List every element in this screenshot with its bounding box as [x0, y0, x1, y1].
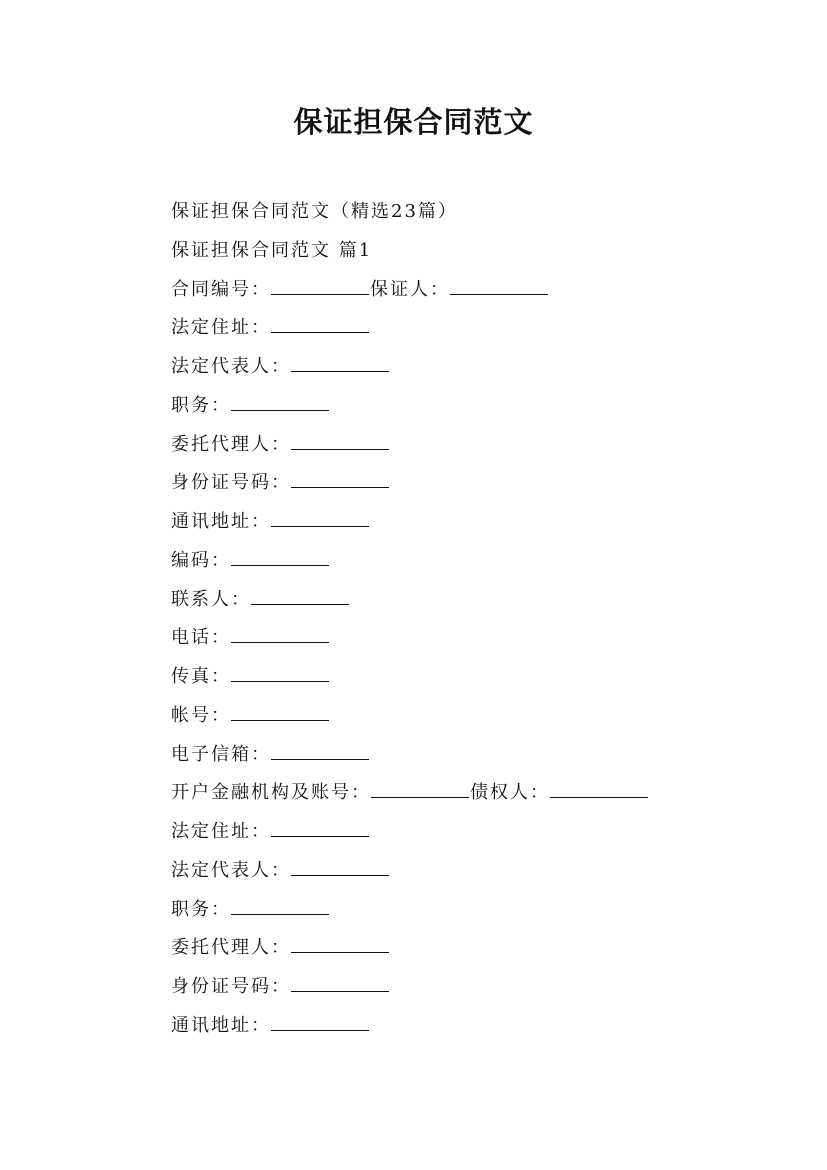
document-line: [171, 271, 791, 310]
line-text: 身份证号码：: [171, 472, 291, 494]
line-text: 帐号：: [171, 704, 231, 726]
fill-in-blank: [271, 506, 369, 527]
line-text: 保证担保合同范文 篇1: [171, 239, 373, 261]
line-text: 开户金融机构及账号：: [171, 782, 371, 804]
document-line: [171, 813, 791, 852]
document-line: [171, 348, 791, 387]
fill-in-blank: [231, 545, 329, 566]
line-text: 传真：: [171, 666, 231, 687]
fill-in-blank: [291, 932, 389, 953]
document-title: 保证担保合同范文: [293, 105, 534, 139]
document-line: [171, 1007, 791, 1046]
line-text: 合同编号：: [171, 278, 271, 300]
document-line: [171, 658, 791, 697]
line-text: 电子信箱：: [171, 743, 271, 765]
line-text: 法定住址：: [171, 821, 271, 842]
document-line: [171, 387, 791, 426]
fill-in-blank: [231, 894, 329, 915]
document-line: [171, 891, 791, 930]
fill-in-blank: [291, 467, 389, 488]
document-line: [171, 852, 791, 891]
document-line: [171, 619, 791, 658]
line-text: 身份证号码：: [171, 976, 291, 997]
line-text: 法定代表人：: [171, 356, 291, 377]
document-line: [171, 232, 791, 271]
document-line: [171, 697, 791, 736]
document-line: [171, 503, 791, 542]
fill-in-blank: [271, 312, 369, 333]
line-text: 通讯地址：: [171, 511, 271, 532]
fill-in-blank: [271, 1010, 369, 1031]
line-text: 电话：: [171, 627, 231, 649]
line-text: 职务：: [171, 898, 231, 920]
line-text: 职务：: [171, 394, 231, 416]
line-text-secondary: 债权人：: [470, 782, 550, 804]
document-line: [171, 774, 791, 813]
line-text: 编码：: [171, 549, 231, 571]
line-text: 通讯地址：: [171, 1014, 271, 1036]
line-text: 法定代表人：: [171, 859, 291, 881]
fill-in-blank: [231, 700, 329, 721]
fill-in-blank: [251, 584, 349, 605]
fill-in-blank: [371, 777, 469, 798]
line-text: 法定住址：: [171, 317, 271, 339]
document-line: [171, 309, 791, 348]
document-line: [171, 464, 791, 503]
fill-in-blank: [291, 351, 389, 372]
document-line: [171, 736, 791, 775]
document-body: [171, 193, 791, 1046]
line-text: 联系人：: [171, 588, 251, 610]
fill-in-blank: [291, 855, 389, 876]
fill-in-blank: [271, 816, 369, 837]
document-line: [171, 929, 791, 968]
line-text: 委托代理人：: [171, 433, 291, 455]
fill-in-blank: [231, 390, 329, 411]
fill-in-blank: [291, 429, 389, 450]
line-text: 保证担保合同范文（精选23篇）: [171, 201, 458, 222]
document-line: [171, 542, 791, 581]
fill-in-blank: [271, 274, 369, 295]
fill-in-blank: [231, 622, 329, 643]
fill-in-blank: [550, 777, 648, 798]
line-text-secondary: 保证人：: [370, 278, 450, 300]
fill-in-blank: [271, 739, 369, 760]
line-text: 委托代理人：: [171, 937, 291, 959]
fill-in-blank: [291, 971, 389, 992]
document-line: [171, 581, 791, 620]
document-line: [171, 968, 791, 1007]
fill-in-blank: [450, 274, 548, 295]
document-line: [171, 193, 791, 232]
document-line: [171, 426, 791, 465]
fill-in-blank: [231, 661, 329, 682]
